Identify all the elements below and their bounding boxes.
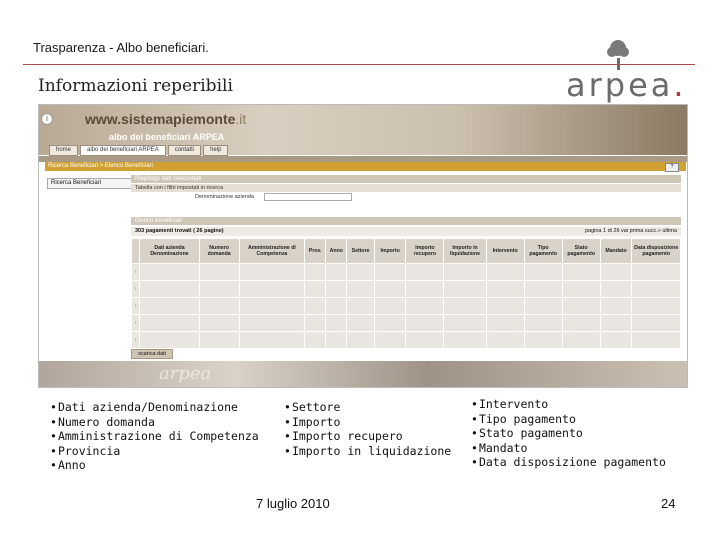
table-cell [486,281,524,298]
site-subtitle: albo dei beneficiari ARPEA [109,132,225,142]
row-expand-cell[interactable]: › [132,315,140,332]
table-cell [305,315,326,332]
table-header-cell [132,239,140,264]
list-item: • Anno [50,458,259,473]
results-count-row [131,227,681,236]
page-number: 24 [661,496,676,511]
breadcrumb: Ricerca Beneficiari > Elenco Beneficiari [45,162,686,171]
table-cell [239,332,304,349]
download-button[interactable]: scarica dati [131,349,173,359]
table-cell [600,281,632,298]
table-cell [486,264,524,281]
table-header-cell: Dati azienda Denominazione [140,239,199,264]
list-item: • Mandato [471,441,666,456]
table-cell [486,332,524,349]
table-cell [562,332,600,349]
tab-help[interactable]: help [203,145,228,156]
list-item: • Importo recupero [284,429,451,444]
tab-home[interactable]: home [49,145,78,156]
table-cell [444,315,486,332]
list-item: • Settore [284,400,451,415]
table-cell [524,281,562,298]
table-cell [524,332,562,349]
list-item: • Provincia [50,444,259,459]
row-expand-cell[interactable]: › [132,332,140,349]
table-header-cell: Amministrazione di Competenza [239,239,304,264]
table-cell [347,264,374,281]
table-cell [632,281,681,298]
ricerca-beneficiari-button[interactable]: Ricerca Beneficiari [47,178,132,189]
table-cell [347,298,374,315]
table-cell [326,298,347,315]
denominazione-input[interactable] [264,193,352,201]
table-header-cell: Intervento [486,239,524,264]
slide-subtitle: Informazioni reperibili [38,76,233,96]
tab-albo-beneficiari[interactable]: albo dei beneficiari ARPEA [80,145,166,156]
embedded-screenshot [38,104,688,388]
table-cell [326,315,347,332]
fields-list-2 [284,400,451,458]
results-count: 303 pagamenti trovati ( 26 pagine) [135,228,224,234]
table-cell [406,315,444,332]
table-cell [632,315,681,332]
table-cell [199,281,239,298]
table-cell [600,332,632,349]
table-header-cell: Prov. [305,239,326,264]
table-cell [140,298,199,315]
table-cell [305,298,326,315]
table-cell [239,315,304,332]
list-item: • Numero domanda [50,415,259,430]
table-header-cell: Anno [326,239,347,264]
table-cell [486,298,524,315]
table-cell [444,298,486,315]
logo-dot: . [673,66,687,104]
fields-list-1 [50,400,259,473]
list-item: • Amministrazione di Competenza [50,429,259,444]
list-item: • Stato pagamento [471,426,666,441]
table-cell [562,264,600,281]
table-cell [374,298,406,315]
table-cell [524,264,562,281]
table-cell [140,281,199,298]
table-cell [305,281,326,298]
table-cell [374,281,406,298]
table-cell [406,332,444,349]
table-cell [562,315,600,332]
table-cell [199,315,239,332]
slide-title: Trasparenza - Albo beneficiari. [33,40,209,55]
slide-date: 7 luglio 2010 [256,496,330,511]
table-row[interactable] [132,332,681,349]
filters-row: Tabella con i filtri impostati in ricerca [131,183,681,192]
filters-header: Riepilogo dati selezionati [131,175,681,183]
table-cell [600,298,632,315]
filters-panel [131,175,681,201]
decorative-footer-image [39,361,687,387]
table-header-cell: Data disposizione pagamento [632,239,681,264]
table-cell [347,332,374,349]
table-cell [444,281,486,298]
table-cell [444,332,486,349]
table-cell [562,298,600,315]
table-header-cell: Importo recupero [406,239,444,264]
list-item: • Intervento [471,397,666,412]
table-cell [326,281,347,298]
site-name: www.sistemapiemonte.it [85,111,247,127]
table-cell [600,315,632,332]
table-cell [486,315,524,332]
arpea-logo [566,66,687,104]
table-row[interactable] [132,315,681,332]
table-cell [632,264,681,281]
table-cell [374,332,406,349]
table-row[interactable] [132,298,681,315]
list-item: • Importo in liquidazione [284,444,451,459]
table-cell [326,264,347,281]
list-item: • Tipo pagamento [471,412,666,427]
table-cell [140,332,199,349]
tab-contatti[interactable]: contatti [168,145,201,156]
table-cell [600,264,632,281]
table-header-cell: Importo in liquidazione [444,239,486,264]
decorative-footer-text: arpea [159,363,212,384]
list-header: Elenco beneficiari [131,217,681,225]
table-header-cell: Stato pagamento [562,239,600,264]
table-cell [632,298,681,315]
table-header-cell: Tipo pagamento [524,239,562,264]
table-cell [305,332,326,349]
table-cell [524,315,562,332]
table-cell [632,332,681,349]
table-header-cell: Importo [374,239,406,264]
table-cell [406,281,444,298]
help-button[interactable]: ? [665,163,679,172]
table-cell [140,264,199,281]
table-cell [239,281,304,298]
table-cell [444,264,486,281]
row-expand-cell[interactable]: › [132,281,140,298]
table-cell [140,315,199,332]
filters-row: Denominazione azienda [131,192,681,201]
row-expand-cell[interactable]: › [132,298,140,315]
list-item: • Data disposizione pagamento [471,455,666,470]
table-header-cell: Mandato [600,239,632,264]
table-cell [347,315,374,332]
row-expand-cell[interactable]: › [132,264,140,281]
table-cell [239,298,304,315]
table-cell [326,332,347,349]
table-cell [199,332,239,349]
list-item: • Importo [284,415,451,430]
table-cell [374,264,406,281]
table-cell [562,281,600,298]
table-cell [199,264,239,281]
table-cell [347,281,374,298]
tab-bar [49,145,228,156]
table-cell [305,264,326,281]
pager[interactable]: pagina 1 di 26 vai prima succ.» ultima [584,228,677,234]
fields-list-3 [471,397,666,470]
table-cell [239,264,304,281]
table-cell [199,298,239,315]
info-icon[interactable]: i [41,113,53,125]
list-item: • Dati azienda/Denominazione [50,400,259,415]
table-header-cell: Settore [347,239,374,264]
table-row[interactable] [132,281,681,298]
logo-text: arpea [566,66,674,104]
table-row[interactable] [132,264,681,281]
list-panel [131,217,681,225]
table-cell [524,298,562,315]
table-cell [406,298,444,315]
table-cell [374,315,406,332]
beneficiari-table [131,238,681,349]
table-header-cell: Numero domanda [199,239,239,264]
table-cell [406,264,444,281]
